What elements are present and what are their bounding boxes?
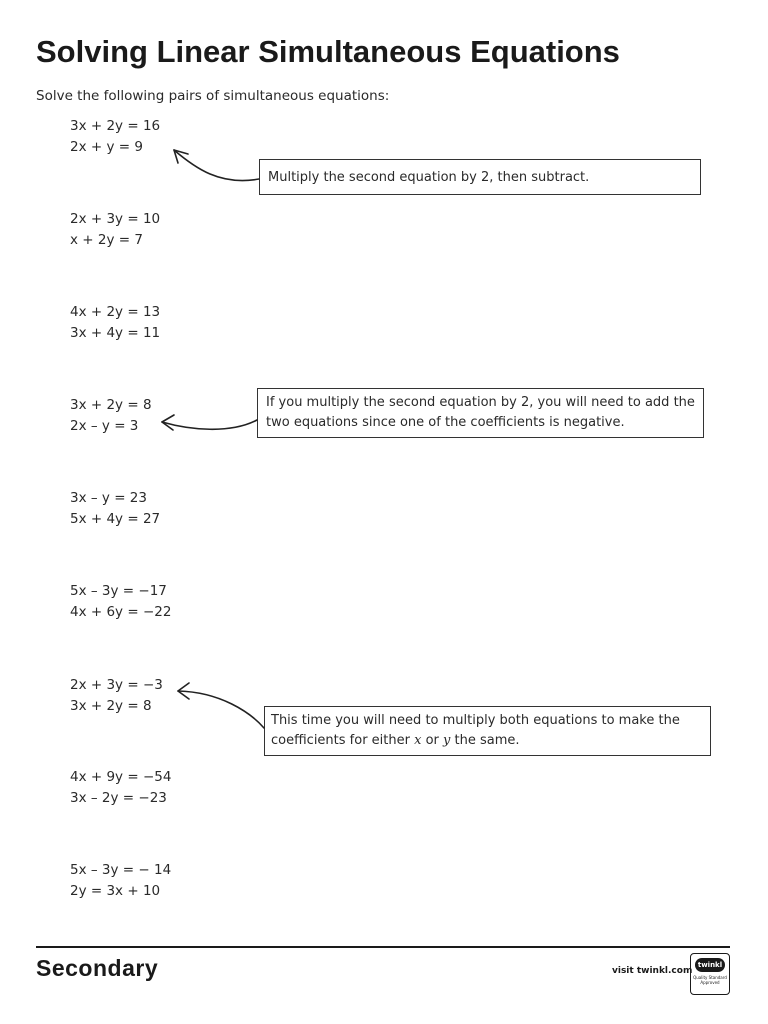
instruction-text: Solve the following pairs of simultaneous equations: (36, 88, 390, 104)
equation-1: 3x – y = 23 (70, 490, 147, 506)
equation-2: 3x + 2y = 8 (70, 698, 152, 714)
page-title: Solving Linear Simultaneous Equations (36, 34, 620, 69)
brand-secondary: Secondary (36, 955, 159, 981)
footer-divider (36, 946, 730, 948)
equation-1: 5x – 3y = −17 (70, 583, 167, 599)
equation-2: 2y = 3x + 10 (70, 883, 161, 899)
equation-1: 4x + 2y = 13 (70, 304, 161, 320)
hint-text: the same. (454, 733, 520, 748)
variable-x: x (414, 733, 422, 748)
equation-1: 5x – 3y = − 14 (70, 862, 172, 878)
hint-text: or (425, 733, 439, 748)
equation-2: 2x – y = 3 (70, 418, 139, 434)
equation-1: 3x + 2y = 16 (70, 118, 161, 134)
equation-1: 2x + 3y = 10 (70, 211, 161, 227)
equation-1: 4x + 9y = −54 (70, 769, 172, 785)
equation-2: 3x + 4y = 11 (70, 325, 161, 341)
visit-link[interactable]: visit twinkl.com (612, 966, 693, 976)
hint-text: This time you will need to multiply both equations to make the coefficients for either (271, 713, 680, 748)
equation-2: 2x + y = 9 (70, 139, 143, 155)
hint-text: Multiply the second equation by 2, then subtract. (268, 170, 590, 185)
hint-text: If you multiply the second equation by 2, you will need to add the two equations since one of the coefficients is negative. (266, 395, 695, 430)
badge-text: Quality Standard Approved (693, 975, 727, 985)
equation-2: 3x – 2y = −23 (70, 790, 167, 806)
equation-2: x + 2y = 7 (70, 232, 143, 248)
twinkl-logo: twinkl (695, 958, 725, 972)
equation-2: 5x + 4y = 27 (70, 511, 161, 527)
equation-1: 3x + 2y = 8 (70, 397, 152, 413)
equation-1: 2x + 3y = −3 (70, 677, 163, 693)
quality-badge-icon (690, 953, 730, 995)
variable-y: y (443, 733, 451, 748)
equation-2: 4x + 6y = −22 (70, 604, 172, 620)
